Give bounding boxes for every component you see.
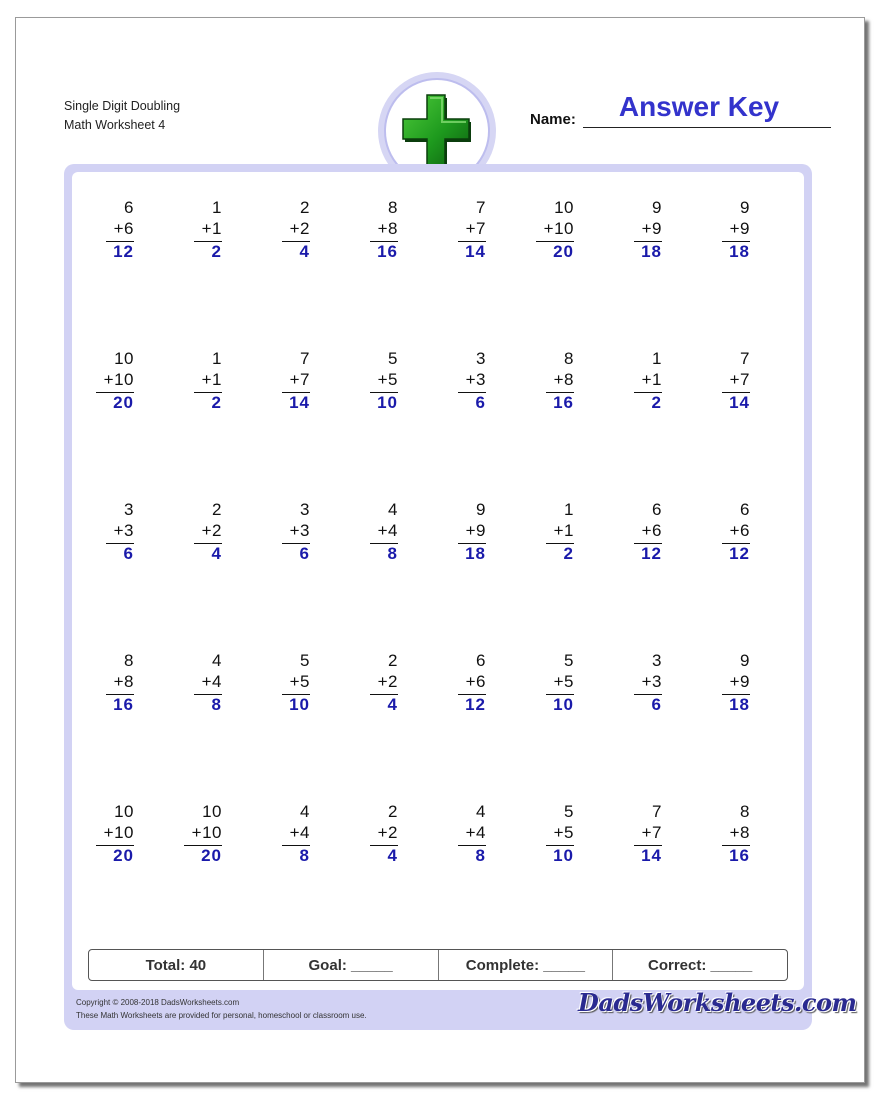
problem-answer: 10 bbox=[289, 695, 310, 714]
problem-addend: +2 bbox=[377, 672, 398, 691]
problem-answer: 8 bbox=[387, 544, 398, 563]
problem-answer: 18 bbox=[641, 242, 662, 261]
problem-answer: 14 bbox=[729, 393, 750, 412]
problem-addend: +8 bbox=[113, 672, 134, 691]
problem-top-number: 4 bbox=[212, 651, 222, 670]
problem-top-number: 9 bbox=[476, 500, 486, 519]
problem-addend: +3 bbox=[465, 370, 486, 389]
problem-top-number: 6 bbox=[124, 198, 134, 217]
problem-top-number: 9 bbox=[740, 198, 750, 217]
problem-addend: +4 bbox=[465, 823, 486, 842]
problem-top-number: 6 bbox=[652, 500, 662, 519]
problem-answer: 18 bbox=[729, 695, 750, 714]
problem-addend: +5 bbox=[553, 823, 574, 842]
problem-top-number: 2 bbox=[388, 651, 398, 670]
problem-addend: +10 bbox=[543, 219, 574, 238]
problem-addend: +1 bbox=[201, 370, 222, 389]
problem-answer: 2 bbox=[211, 393, 222, 412]
problem-top-number: 1 bbox=[212, 349, 222, 368]
problem-addend: +8 bbox=[729, 823, 750, 842]
problem-answer: 4 bbox=[387, 695, 398, 714]
problem-top-number: 8 bbox=[564, 349, 574, 368]
problem-answer: 12 bbox=[113, 242, 134, 261]
problem-addend: +7 bbox=[641, 823, 662, 842]
problem-addend: +10 bbox=[103, 823, 134, 842]
problem-top-number: 3 bbox=[652, 651, 662, 670]
problem-answer: 10 bbox=[377, 393, 398, 412]
problem-addend: +3 bbox=[641, 672, 662, 691]
problem-top-number: 7 bbox=[300, 349, 310, 368]
problem-top-number: 5 bbox=[564, 651, 574, 670]
problem-top-number: 9 bbox=[652, 198, 662, 217]
problem-addend: +2 bbox=[289, 219, 310, 238]
problem-addend: +6 bbox=[465, 672, 486, 691]
problem-addend: +7 bbox=[465, 219, 486, 238]
problem-answer: 12 bbox=[729, 544, 750, 563]
problem-answer: 4 bbox=[299, 242, 310, 261]
problem-top-number: 1 bbox=[212, 198, 222, 217]
problem-addend: +2 bbox=[201, 521, 222, 540]
problem-answer: 10 bbox=[553, 695, 574, 714]
score-bar bbox=[88, 949, 788, 981]
problem-top-number: 6 bbox=[476, 651, 486, 670]
problem-top-number: 10 bbox=[554, 198, 574, 217]
problem-top-number: 4 bbox=[388, 500, 398, 519]
problem-top-number: 3 bbox=[124, 500, 134, 519]
problem-addend: +8 bbox=[377, 219, 398, 238]
problem-answer: 18 bbox=[465, 544, 486, 563]
problem-top-number: 6 bbox=[740, 500, 750, 519]
problem-answer: 12 bbox=[465, 695, 486, 714]
problem-answer: 18 bbox=[729, 242, 750, 261]
problem-addend: +6 bbox=[113, 219, 134, 238]
problem-top-number: 9 bbox=[740, 651, 750, 670]
problem-answer: 16 bbox=[553, 393, 574, 412]
problem-answer: 14 bbox=[289, 393, 310, 412]
problem-addend: +9 bbox=[641, 219, 662, 238]
problem-addend: +10 bbox=[191, 823, 222, 842]
problem-addend: +4 bbox=[289, 823, 310, 842]
problem-addend: +4 bbox=[377, 521, 398, 540]
problem-top-number: 3 bbox=[300, 500, 310, 519]
problem-top-number: 1 bbox=[564, 500, 574, 519]
name-line bbox=[583, 127, 831, 128]
problem-answer: 20 bbox=[113, 846, 134, 865]
problem-addend: +7 bbox=[289, 370, 310, 389]
problem-answer: 20 bbox=[553, 242, 574, 261]
problem-addend: +7 bbox=[729, 370, 750, 389]
problem-answer: 16 bbox=[729, 846, 750, 865]
problem-top-number: 7 bbox=[652, 802, 662, 821]
answer-key-text: Answer Key bbox=[618, 91, 780, 122]
problem-answer: 12 bbox=[641, 544, 662, 563]
problem-answer: 6 bbox=[651, 695, 662, 714]
problem-addend: +9 bbox=[729, 672, 750, 691]
problem-addend: +6 bbox=[729, 521, 750, 540]
problem-addend: +5 bbox=[377, 370, 398, 389]
problem-addend: +3 bbox=[113, 521, 134, 540]
problem-answer: 6 bbox=[299, 544, 310, 563]
title-line-1: Single Digit Doubling bbox=[64, 99, 181, 113]
problem-addend: +2 bbox=[377, 823, 398, 842]
problem-top-number: 10 bbox=[114, 349, 134, 368]
problem-addend: +5 bbox=[553, 672, 574, 691]
problem-top-number: 2 bbox=[212, 500, 222, 519]
problem-answer: 20 bbox=[201, 846, 222, 865]
problem-top-number: 5 bbox=[564, 802, 574, 821]
complete-cell: Complete: _____ bbox=[439, 950, 614, 980]
problem-answer: 6 bbox=[475, 393, 486, 412]
problem-top-number: 4 bbox=[300, 802, 310, 821]
problem-addend: +8 bbox=[553, 370, 574, 389]
problem-addend: +3 bbox=[289, 521, 310, 540]
total-cell: Total: 40 bbox=[89, 950, 264, 980]
name-label: Name: bbox=[530, 111, 576, 128]
goal-cell: Goal: _____ bbox=[264, 950, 439, 980]
problem-answer: 16 bbox=[113, 695, 134, 714]
brand-logo: DadsWorksheets.com bbox=[578, 988, 857, 1017]
copyright-text: Copyright © 2008-2018 DadsWorksheets.com bbox=[76, 998, 240, 1007]
problem-answer: 2 bbox=[563, 544, 574, 563]
problem-top-number: 5 bbox=[300, 651, 310, 670]
problem-top-number: 3 bbox=[476, 349, 486, 368]
problem-top-number: 7 bbox=[476, 198, 486, 217]
green-plus-icon bbox=[395, 87, 477, 173]
problem-answer: 8 bbox=[299, 846, 310, 865]
problem-top-number: 8 bbox=[124, 651, 134, 670]
usage-notice: These Math Worksheets are provided for personal, homeschool or classroom use. bbox=[76, 1010, 367, 1020]
problem-answer: 14 bbox=[465, 242, 486, 261]
problem-top-number: 8 bbox=[388, 198, 398, 217]
problem-addend: +6 bbox=[641, 521, 662, 540]
problem-top-number: 10 bbox=[202, 802, 222, 821]
problem-answer: 14 bbox=[641, 846, 662, 865]
problem-top-number: 10 bbox=[114, 802, 134, 821]
problem-top-number: 8 bbox=[740, 802, 750, 821]
problem-addend: +9 bbox=[465, 521, 486, 540]
title-line-2: Math Worksheet 4 bbox=[64, 118, 166, 132]
problem-answer: 4 bbox=[387, 846, 398, 865]
problem-top-number: 2 bbox=[388, 802, 398, 821]
problem-top-number: 5 bbox=[388, 349, 398, 368]
correct-cell: Correct: _____ bbox=[648, 956, 753, 974]
problem-addend: +1 bbox=[201, 219, 222, 238]
problem-answer: 2 bbox=[211, 242, 222, 261]
problem-addend: +5 bbox=[289, 672, 310, 691]
problem-addend: +1 bbox=[553, 521, 574, 540]
problem-answer: 10 bbox=[553, 846, 574, 865]
problem-answer: 20 bbox=[113, 393, 134, 412]
problem-top-number: 1 bbox=[652, 349, 662, 368]
problem-top-number: 2 bbox=[300, 198, 310, 217]
problem-addend: +1 bbox=[641, 370, 662, 389]
problem-addend: +9 bbox=[729, 219, 750, 238]
problem-area bbox=[72, 172, 804, 990]
problem-answer: 4 bbox=[211, 544, 222, 563]
copyright-block bbox=[76, 997, 367, 1022]
problem-answer: 6 bbox=[123, 544, 134, 563]
problem-answer: 2 bbox=[651, 393, 662, 412]
worksheet-title bbox=[64, 97, 180, 135]
problem-answer: 8 bbox=[211, 695, 222, 714]
problem-answer: 16 bbox=[377, 242, 398, 261]
problem-addend: +4 bbox=[201, 672, 222, 691]
problem-top-number: 4 bbox=[476, 802, 486, 821]
problem-answer: 8 bbox=[475, 846, 486, 865]
problem-top-number: 7 bbox=[740, 349, 750, 368]
problem-addend: +10 bbox=[103, 370, 134, 389]
